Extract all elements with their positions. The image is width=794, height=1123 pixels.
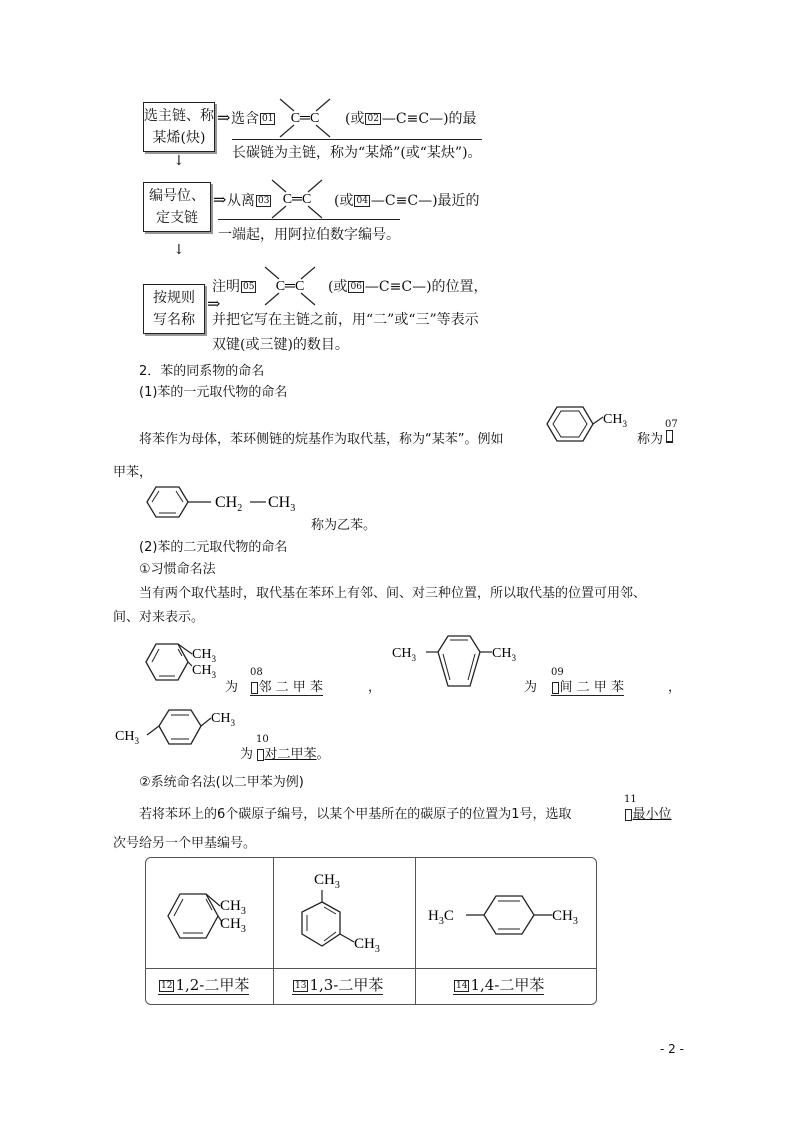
cc-label: C═C	[290, 111, 320, 126]
comma-09: ，	[668, 680, 682, 695]
svg-text:CH3: $CH_3$	[392, 646, 416, 663]
subsection-1: (1)苯的一元取代物的命名	[139, 385, 288, 400]
svg-text:CH3: $CH_3$	[268, 494, 296, 514]
svg-text:CH3: $CH_3$	[220, 916, 246, 935]
arrow-down-icon: ↓	[173, 242, 185, 258]
flow-step3-line2: 并把它写在主链之前，用“二”或“三”等表示	[212, 312, 479, 328]
num-09: 09	[551, 667, 564, 678]
para-xylene-structure	[113, 700, 253, 752]
ortho-xylene-structure	[140, 636, 230, 688]
flow-step3-line3: 双键(或三键)的数目。	[212, 337, 349, 353]
answer-07: 07	[665, 420, 678, 443]
svg-text:CH3: $CH_3$	[492, 646, 516, 663]
svg-text:CH3: $CH_3$	[115, 729, 139, 746]
subsection-2: (2)苯的二元取代物的命名	[139, 540, 288, 555]
page-number: - 2 -	[660, 1042, 684, 1056]
answer-08: 邻 二 甲 苯	[250, 676, 323, 696]
ethylbenzene-structure	[143, 482, 313, 522]
flow-box-3: 按规则 写名称	[143, 284, 205, 334]
p2-tail: 称为乙苯。	[311, 518, 377, 533]
flow-box-1: 选主链、称 某烯(炔)	[143, 102, 215, 152]
svg-text:H3C: $H_3C$	[428, 908, 454, 927]
table-divider	[146, 968, 596, 969]
comma-08: ，	[368, 680, 382, 695]
svg-text:CH2: $CH_2$	[215, 494, 243, 514]
flow-step1-line2: 长碳链为主链，称为“某烯”(或“某炔”)。	[232, 139, 482, 162]
caption-13: 13 1,3-二甲苯	[292, 976, 383, 995]
toluene-structure	[537, 401, 637, 447]
table-meta-xylene	[292, 862, 412, 962]
alkene-structure-3	[255, 263, 325, 309]
method-2-text2: 次号给另一个甲基编号。	[113, 836, 257, 851]
method-1-text1: 当有两个取代基时，取代基在苯环上有邻、间、对三种位置，所以取代基的位置可用邻、	[139, 586, 647, 601]
svg-text:CH3: $CH_3$	[354, 936, 380, 955]
table-divider	[415, 858, 416, 1004]
cc-label: C═C	[275, 279, 305, 294]
alkene-structure-2	[262, 176, 332, 222]
table-ortho-xylene	[160, 878, 270, 948]
flow-step2-line1b: (或 04 —C≡C—)最近的	[334, 193, 480, 209]
method-1-title: ①习惯命名法	[139, 562, 216, 577]
cc-label: C═C	[282, 192, 312, 207]
svg-text:CH3: $CH_3$	[552, 908, 578, 927]
xylene-table	[145, 857, 597, 1005]
caption-12: 12 1,2-二甲苯	[158, 976, 249, 995]
wei-08: 为	[225, 680, 239, 695]
num-11: 11	[624, 794, 637, 805]
num-10: 10	[256, 734, 269, 745]
table-para-xylene	[426, 886, 596, 942]
arrow-right-icon: ⇒	[213, 190, 227, 209]
flow-step1-line1b: (或 02 —C≡C—)的最	[345, 111, 477, 127]
flow-step2-line2: 一端起，用阿拉伯数字编号。	[218, 219, 400, 244]
method-1-text2: 间、对来表示。	[113, 610, 205, 625]
meta-xylene-structure	[390, 630, 530, 692]
arrow-down-icon: ↓	[173, 153, 185, 169]
answer-09: 间 二 甲 苯	[551, 676, 624, 696]
arrow-right-icon: ⇒	[217, 108, 231, 127]
wei-09: 为	[524, 680, 538, 695]
flow-step1-line1: 选含 01	[231, 111, 274, 127]
p1-tail: 称为	[637, 432, 664, 447]
arrow-right-icon: ⇒	[207, 294, 221, 313]
flow-step2-line1: 从离 03	[227, 193, 270, 209]
flow-box-2: 编号位、 定支链	[143, 182, 211, 232]
svg-text:CH3: $CH_3$	[192, 647, 216, 664]
num-08: 08	[250, 667, 263, 678]
method-2-title: ②系统命名法(以二甲苯为例)	[139, 775, 304, 790]
section-title: 2．苯的同系物的命名	[139, 364, 265, 379]
table-divider	[273, 858, 274, 1004]
method-2-text1: 若将苯环上的6个碳原子编号，以某个甲基所在的碳原子的位置为1号，选取	[139, 807, 572, 822]
svg-text:CH3: $CH_3$	[211, 711, 235, 728]
alkene-structure-1	[270, 95, 340, 141]
svg-text:CH3: $CH_3$	[220, 898, 246, 917]
answer-10: 对二甲苯。	[256, 743, 330, 762]
paragraph-1-line2: 甲苯，	[113, 465, 153, 480]
wei-10: 为	[240, 747, 254, 762]
flow-step3-line1: 注明 05	[212, 279, 255, 295]
paragraph-1: 将苯作为母体，苯环侧链的烷基作为取代基，称为“某苯”。例如	[139, 432, 504, 447]
svg-text:CH3: $CH_3$	[314, 872, 340, 891]
svg-text:CH3: $CH_3$	[603, 412, 627, 429]
svg-text:CH3: $CH_3$	[192, 663, 216, 680]
flow-step3-line1b: (或 06 —C≡C—)的位置，	[328, 279, 488, 295]
answer-11: 最小位	[624, 803, 672, 822]
caption-14: 14 1,4-二甲苯	[453, 976, 544, 995]
